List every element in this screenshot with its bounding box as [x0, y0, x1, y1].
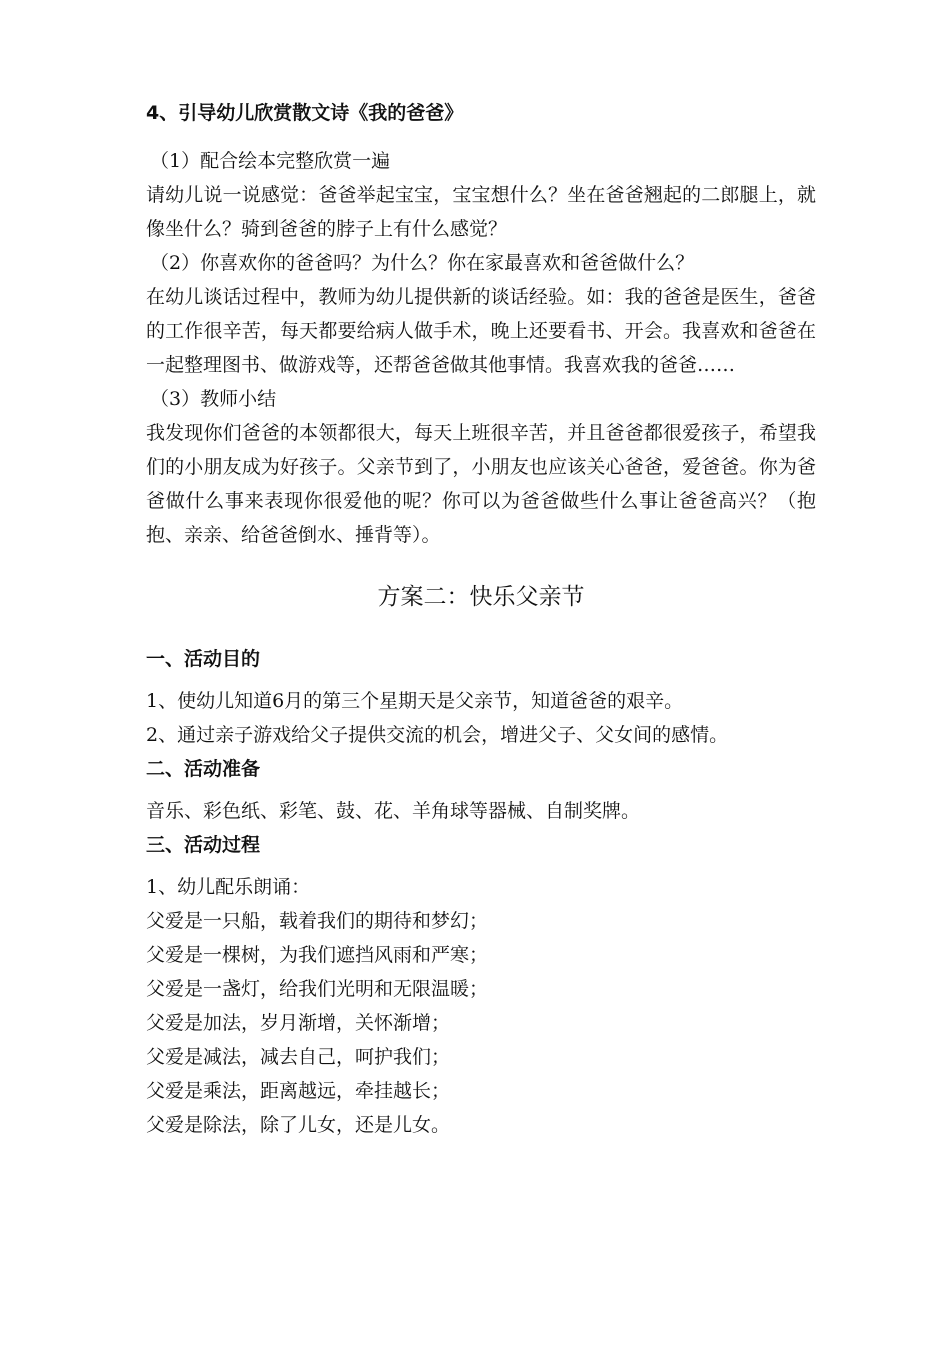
- goal-item: 2、通过亲子游戏给父子提供交流的机会，增进父子、父女间的感情。: [146, 724, 729, 746]
- process-heading: 三、活动过程: [146, 834, 261, 856]
- poem-line: 父爱是一棵树，为我们遮挡风雨和严寒；: [146, 944, 489, 966]
- section-heading-appreciate-poem: 4、引导幼儿欣赏散文诗《我的爸爸》: [146, 102, 464, 124]
- step-2-text: 在幼儿谈话过程中，教师为幼儿提供新的谈话经验。如：我的爸爸是医生，爸爸的工作很辛苦，每天都要给病人做手术，晚上还要看书、开会。我喜欢和爸爸在一起整理图书、做游戏等，还帮爸爸做其他事情。我喜欢我的爸爸……: [146, 286, 816, 376]
- step-2-label: （2）你喜欢你的爸爸吗？为什么？你在家最喜欢和爸爸做什么？: [150, 252, 695, 274]
- poem-line: 父爱是减法，减去自己，呵护我们；: [146, 1046, 451, 1068]
- poem-line: 父爱是一盏灯，给我们光明和无限温暖；: [146, 978, 489, 1000]
- poem-line: 父爱是一只船，载着我们的期待和梦幻；: [146, 910, 489, 932]
- step-3-label: （3）教师小结: [150, 388, 277, 410]
- poem-line: 父爱是除法，除了儿女，还是儿女。: [146, 1114, 451, 1136]
- document-content: [146, 96, 816, 1142]
- poem-line: 父爱是加法，岁月渐增，关怀渐增；: [146, 1012, 451, 1034]
- process-intro: 1、幼儿配乐朗诵：: [146, 876, 311, 898]
- goals-heading: 一、活动目的: [146, 648, 261, 670]
- goal-item: 1、使幼儿知道6月的第三个星期天是父亲节，知道爸爸的艰辛。: [146, 690, 684, 712]
- step-1-label: （1）配合绘本完整欣赏一遍: [150, 150, 391, 172]
- poem-line: 父爱是乘法，距离越远，牵挂越长；: [146, 1080, 451, 1102]
- preparation-text: 音乐、彩色纸、彩笔、鼓、花、羊角球等器械、自制奖牌。: [146, 800, 641, 822]
- preparation-heading: 二、活动准备: [146, 758, 261, 780]
- step-3-text: 我发现你们爸爸的本领都很大，每天上班很辛苦，并且爸爸都很爱孩子，希望我们的小朋友成为好孩子。父亲节到了，小朋友也应该关心爸爸，爱爸爸。你为爸爸做什么事来表现你很爱他的呢？你可以为爸爸做些什么事让爸爸高兴？（抱抱、亲亲、给爸爸倒水、捶背等）。: [146, 422, 816, 546]
- plan-2-title: 方案二：快乐父亲节: [377, 584, 585, 610]
- step-1-text: 请幼儿说一说感觉：爸爸举起宝宝，宝宝想什么？坐在爸爸翘起的二郎腿上，就像坐什么？骑到爸爸的脖子上有什么感觉？: [146, 184, 816, 240]
